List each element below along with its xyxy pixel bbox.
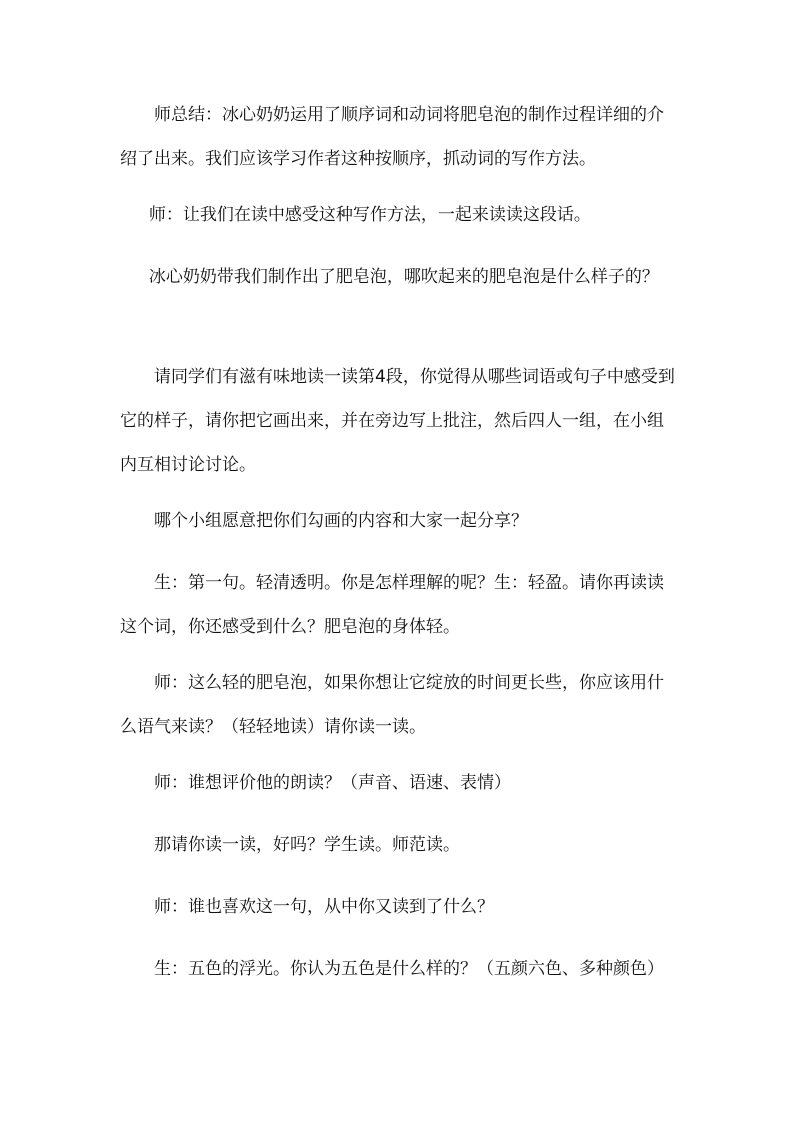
paragraph-bubble-question: 冰心奶奶带我们制作出了肥皂泡，哪吹起来的肥皂泡是什么样子的？ [148, 267, 659, 287]
paragraph-group-share: 哪个小组愿意把你们勾画的内容和大家一起分享？ [154, 511, 528, 531]
paragraph-teacher-evaluate: 师：谁想评价他的朗读？（声音、语速、表情） [154, 773, 511, 793]
paragraph-teacher-like-sentence: 师：谁也喜欢这一句，从中你又读到了什么？ [154, 897, 494, 917]
paragraph-teacher-read-together: 师：让我们在读中感受这种写作方法，一起来读读这段话。 [148, 205, 591, 225]
paragraph-teacher-summary: 师总结：冰心奶奶运用了顺序词和动词将肥皂泡的制作过程详细的介绍了出来。我们应该学习作者这种按顺序，抓动词的写作方法。 [120, 105, 664, 169]
paragraph-teacher-tone: 师：这么轻的肥皂泡，如果你想让它绽放的时间更长些，你应该用什么语气来读？（轻轻地读）请你读一读。 [120, 673, 664, 737]
paragraph-group-task: 请同学们有滋有味地读一读第4段，你觉得从哪些词语或句子中感受到它的样子，请你把它画出来，并在旁边写上批注，然后四人一组，在小组内互相讨论讨论。 [120, 367, 675, 475]
paragraph-read-aloud: 那请你读一读，好吗？学生读。师范读。 [154, 835, 460, 855]
paragraph-student-first-sentence: 生：第一句。轻清透明。你是怎样理解的呢？生：轻盈。请你再读读这个词，你还感受到什么？肥皂泡的身体轻。 [120, 573, 664, 637]
paragraph-student-five-colors: 生：五色的浮光。你认为五色是什么样的？（五颜六色、多种颜色） [154, 959, 664, 979]
